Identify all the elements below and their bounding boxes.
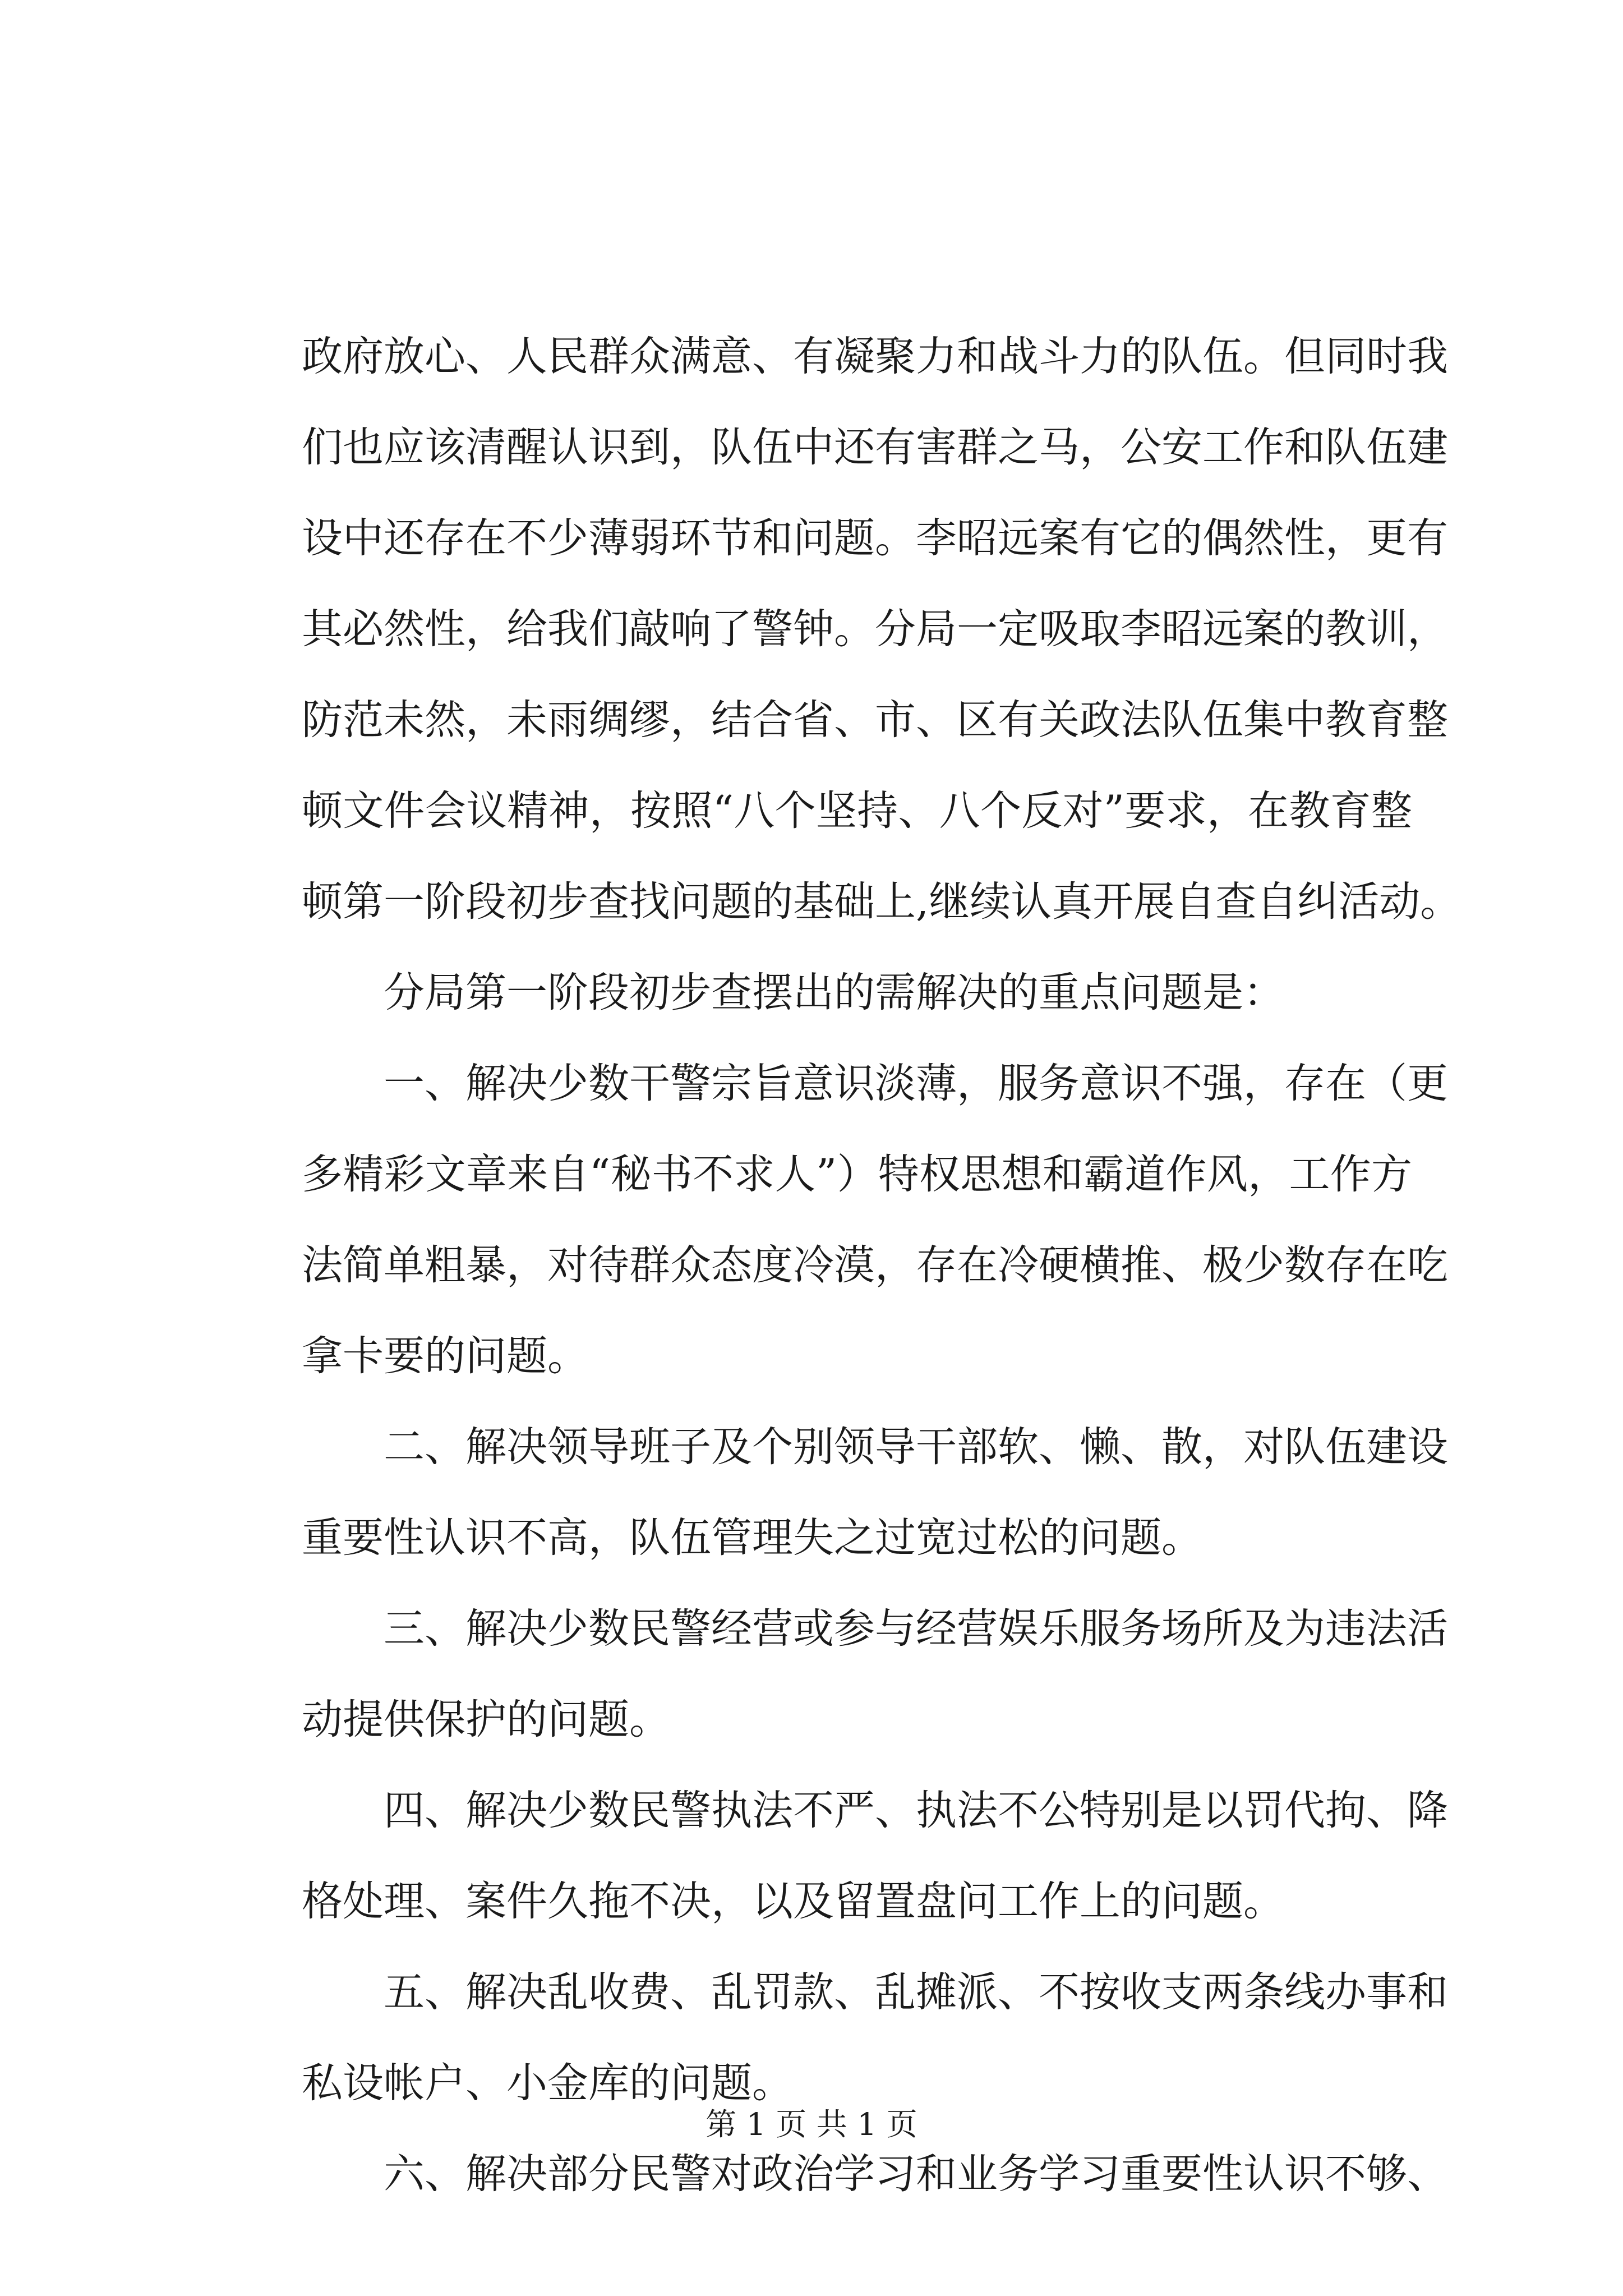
- text-line: 防范未然，未雨绸缪，结合省、市、区有关政法队伍集中教育整: [302, 696, 1448, 744]
- text-line: 们也应该清醒认识到，队伍中还有害群之马，公安工作和队伍建: [302, 424, 1448, 471]
- text-line: 设中还存在不少薄弱环节和问题。李昭远案有它的偶然性，更有: [302, 514, 1448, 562]
- text-line: 顿文件会议精神，按照“八个坚持、八个反对”要求，在教育整: [302, 787, 1412, 835]
- text-line: 二、解决领导班子及个别领导干部软、懒、散，对队伍建设: [384, 1423, 1448, 1471]
- text-line: 一、解决少数干警宗旨意识淡薄，服务意识不强，存在（更: [384, 1060, 1448, 1107]
- text-line: 拿卡要的问题。: [302, 1332, 588, 1380]
- text-line: 五、解决乱收费、乱罚款、乱摊派、不按收支两条线办事和: [384, 1968, 1448, 2016]
- text-line: 顿第一阶段初步查找问题的基础上,继续认真开展自查自纠活动。: [302, 878, 1461, 926]
- text-line: 三、解决少数民警经营或参与经营娱乐服务场所及为违法活: [384, 1605, 1448, 1653]
- paragraph-heading: 分局第一阶段初步查摆出的需解决的重点问题是：: [384, 969, 1284, 1016]
- text-line: 多精彩文章来自“秘书不求人”）特权思想和霸道作风，工作方: [302, 1151, 1412, 1198]
- text-line: 重要性认识不高，队伍管理失之过宽过松的问题。: [302, 1514, 1202, 1562]
- text-line: 政府放心、人民群众满意、有凝聚力和战斗力的队伍。但同时我: [302, 333, 1448, 380]
- text-line: 四、解决少数民警执法不严、执法不公特别是以罚代拘、降: [384, 1787, 1448, 1834]
- text-line: 动提供保护的问题。: [302, 1696, 670, 1743]
- text-line: 私设帐户、小金库的问题。: [302, 2059, 793, 2107]
- text-line: 法简单粗暴，对待群众态度冷漠，存在冷硬横推、极少数存在吃: [302, 1241, 1448, 1289]
- text-line: 格处理、案件久拖不决，以及留置盘问工作上的问题。: [302, 1878, 1284, 1925]
- document-body: [302, 311, 1461, 2220]
- text-line: 其必然性，给我们敲响了警钟。分局一定吸取李昭远案的教训，: [302, 605, 1448, 653]
- page-footer: 第 1 页 共 1 页: [706, 2106, 917, 2142]
- text-line: 六、解决部分民警对政治学习和业务学习重要性认识不够、: [384, 2150, 1448, 2198]
